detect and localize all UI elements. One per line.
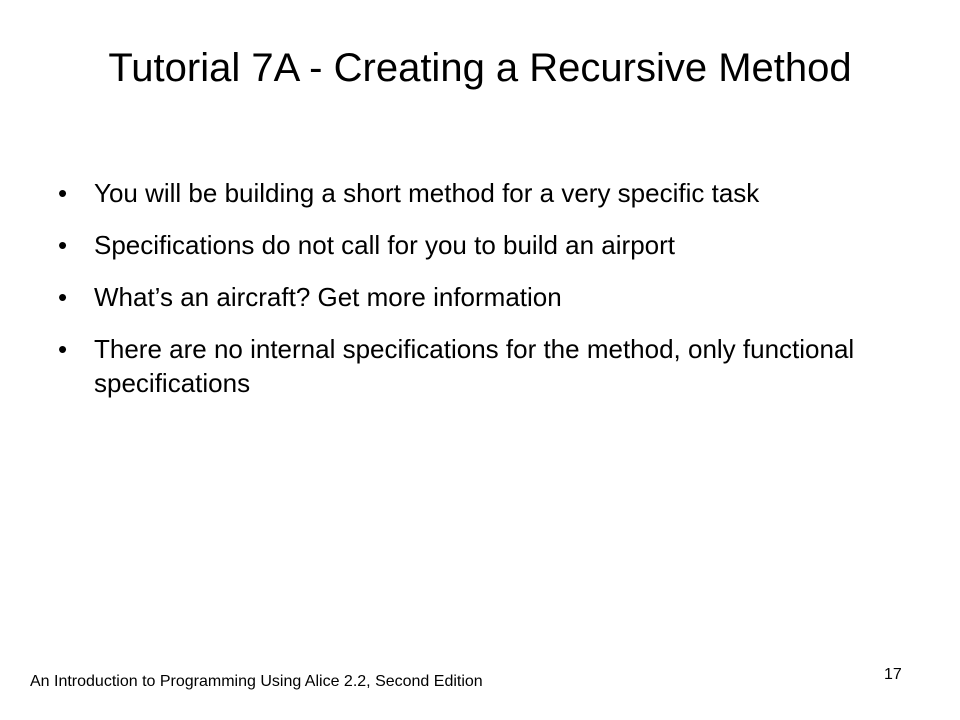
page-number: 17: [884, 666, 902, 683]
bullet-list: [58, 176, 908, 418]
bullet-marker: •: [58, 334, 68, 364]
bullet-item: [58, 280, 908, 314]
slide-title: Tutorial 7A - Creating a Recursive Method: [108, 46, 852, 90]
slide-footer: An Introduction to Programming Using Alice 2.2, Second Edition: [30, 673, 483, 690]
bullet-marker: •: [58, 178, 68, 208]
bullet-text: What’s an aircraft? Get more information: [94, 282, 562, 312]
bullet-item: [58, 176, 908, 210]
bullet-item: [58, 228, 908, 262]
bullet-marker: •: [58, 282, 68, 312]
bullet-text: You will be building a short method for a very specific task: [94, 178, 760, 208]
bullet-item: [58, 332, 908, 400]
bullet-marker: •: [58, 230, 68, 260]
bullet-text: There are no internal specifications for the method, only functional specifications: [94, 334, 855, 398]
bullet-text: Specifications do not call for you to build an airport: [94, 230, 676, 260]
